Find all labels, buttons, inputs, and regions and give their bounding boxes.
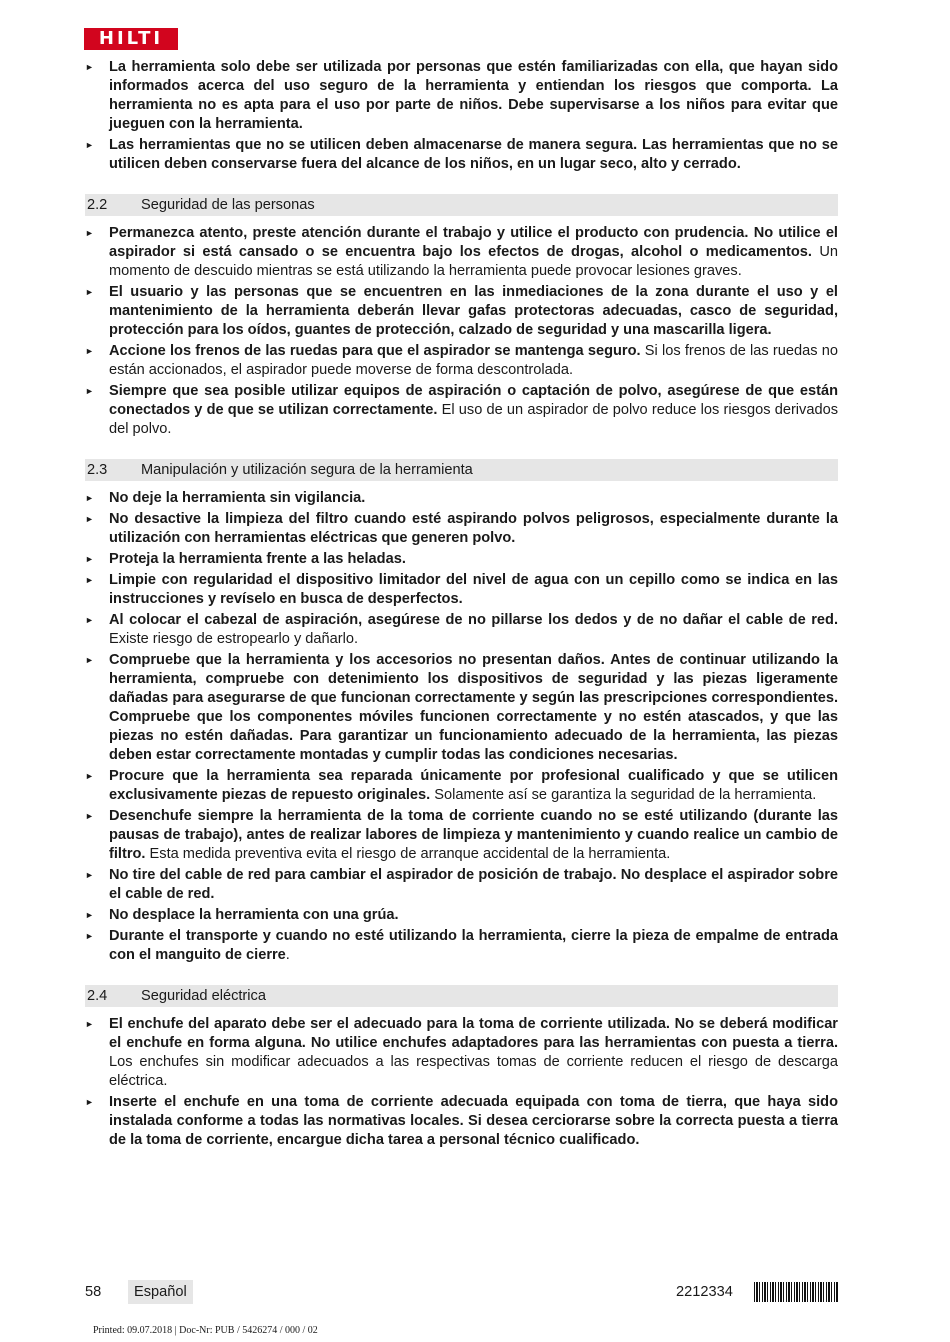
list-item: ► Accione los frenos de las ruedas para que el aspirador se mantenga seguro. Si los frenos de las ruedas no están accionados, el aspirador puede moverse de forma descontrolada. [85,343,838,378]
triangle-bullet-icon: ► [85,615,94,625]
triangle-bullet-icon: ► [85,870,94,880]
section-header-2-3 [85,459,838,481]
section-number: 2.4 [87,988,108,1004]
intro-list [85,58,838,174]
section-number: 2.2 [87,197,108,213]
triangle-bullet-icon: ► [85,386,94,396]
triangle-bullet-icon: ► [85,140,94,150]
language-label: Español [128,1280,193,1304]
section-2-3-list [85,489,838,965]
section-header-2-2 [85,194,838,216]
triangle-bullet-icon: ► [85,346,94,356]
page-number: 58 [85,1284,102,1300]
triangle-bullet-icon: ► [85,1097,94,1107]
section-title: Seguridad eléctrica [141,988,266,1004]
list-item: ► Compruebe que la herramienta y los accesorios no presentan daños. Antes de continuar utilizando la herramienta, compruebe con detenimiento los dispositivos de seguridad y las piezas ligeramente dañadas para asegurarse de que funcionan correctamente y según las prescripciones correspondientes. Compruebe que los componentes móviles funcionen correctamente y no estén atascados, y que las piezas no estén dañadas. Para garantizar un funcionamiento adecuado de la herramienta, las piezas deben estar correctamente montadas y cumplir todas las condiciones necesarias. [85,652,838,763]
list-item: ► Desenchufe siempre la herramienta de la toma de corriente cuando no se esté utilizando (durante las pausas de trabajo), antes de realizar labores de limpieza y mantenimiento y cuando realice un cambio de filtro. Esta medida preventiva evita el riesgo de arranque accidental de la herramienta. [85,808,838,862]
triangle-bullet-icon: ► [85,228,94,238]
list-item: ► Proteja la herramienta frente a las heladas. [85,551,406,567]
section-number: 2.3 [87,462,108,478]
triangle-bullet-icon: ► [85,493,94,503]
list-item: ► La herramienta solo debe ser utilizada por personas que estén familiarizadas con ella, que hayan sido informados acerca del uso seguro de la herramienta y entiendan los riesgos que comporta. La herramienta no es apta para el uso por parte de niños. Debe supervisarse a los niños para evitar que jueguen con la herramienta. [85,59,838,132]
triangle-bullet-icon: ► [85,931,94,941]
list-item: ► Durante el transporte y cuando no esté utilizando la herramienta, cierre la pieza de empalme de entrada con el manguito de cierre. [85,928,838,963]
list-item: ► No tire del cable de red para cambiar el aspirador de posición de trabajo. No desplace el aspirador sobre el cable de red. [85,867,838,902]
list-item: ► No desactive la limpieza del filtro cuando esté aspirando polvos peligrosos, especialmente durante la utilización con herramientas eléctricas que generen polvo. [85,511,838,546]
triangle-bullet-icon: ► [85,771,94,781]
list-item: ► Procure que la herramienta sea reparada únicamente por profesional cualificado y que se utilicen exclusivamente piezas de repuesto originales. Solamente así se garantiza la seguridad de la herramienta. [85,768,838,803]
list-item: ► Inserte el enchufe en una toma de corriente adecuada equipada con toma de tierra, que haya sido instalada conforme a todas las normativas locales. Si desea cerciorarse sobre la correcta puesta a tierra de la toma de corriente, encargue dicha tarea a personal técnico cualificado. [85,1094,838,1148]
barcode-icon [754,1282,838,1302]
triangle-bullet-icon: ► [85,655,94,665]
triangle-bullet-icon: ► [85,811,94,821]
list-item: ► Las herramientas que no se utilicen deben almacenarse de manera segura. Las herramientas que no se utilicen deben conservarse fuera del alcance de los niños, en un lugar seco, alto y cerrado. [85,137,838,172]
print-info: Printed: 09.07.2018 | Doc-Nr: PUB / 5426274 / 000 / 02 [93,1325,318,1336]
document-code: 2212334 [676,1284,733,1300]
list-item: ► Limpie con regularidad el dispositivo limitador del nivel de agua con un cepillo como se indica en las instrucciones y revíselo en busca de desperfectos. [85,572,838,607]
section-2-4-list [85,1015,838,1150]
document-body [85,58,838,1152]
list-item: ► Permanezca atento, preste atención durante el trabajo y utilice el producto con prudencia. No utilice el aspirador si está cansado o se encuentra bajo los efectos de drogas, alcohol o medicamentos. Un momento de descuido mientras se está utilizando la herramienta puede provocar lesiones graves. [85,225,838,279]
section-header-2-4 [85,985,838,1007]
section-title: Seguridad de las personas [141,197,315,213]
list-item: ► No desplace la herramienta con una grúa. [85,907,399,923]
triangle-bullet-icon: ► [85,287,94,297]
list-item: ► Al colocar el cabezal de aspiración, asegúrese de no pillarse los dedos y de no dañar el cable de red. Existe riesgo de estropearlo y dañarlo. [85,612,838,647]
triangle-bullet-icon: ► [85,910,94,920]
triangle-bullet-icon: ► [85,514,94,524]
triangle-bullet-icon: ► [85,1019,94,1029]
list-item: ► Siempre que sea posible utilizar equipos de aspiración o captación de polvo, asegúrese de que están conectados y de que se utilizan correctamente. El uso de un aspirador de polvo reduce los riesgos derivados del polvo. [85,383,838,437]
section-2-2-list [85,224,838,439]
triangle-bullet-icon: ► [85,62,94,72]
list-item: ► No deje la herramienta sin vigilancia. [85,490,366,506]
section-title: Manipulación y utilización segura de la herramienta [141,462,473,478]
list-item: ► El enchufe del aparato debe ser el adecuado para la toma de corriente utilizada. No se deberá modificar el enchufe en forma alguna. No utilice enchufes adaptadores para las herramientas con puesta a tierra. Los enchufes sin modificar adecuados a las respectivas tomas de corriente reducen el riesgo de descarga eléctrica. [85,1016,838,1089]
hilti-logo: HILTI [84,28,178,50]
triangle-bullet-icon: ► [85,554,94,564]
list-item: ► El usuario y las personas que se encuentren en las inmediaciones de la zona durante el uso y el mantenimiento de la herramienta deberán llevar gafas protectoras adecuadas, casco de seguridad, protección para los oídos, guantes de protección, calzado de seguridad y una mascarilla ligera. [85,284,838,338]
triangle-bullet-icon: ► [85,575,94,585]
